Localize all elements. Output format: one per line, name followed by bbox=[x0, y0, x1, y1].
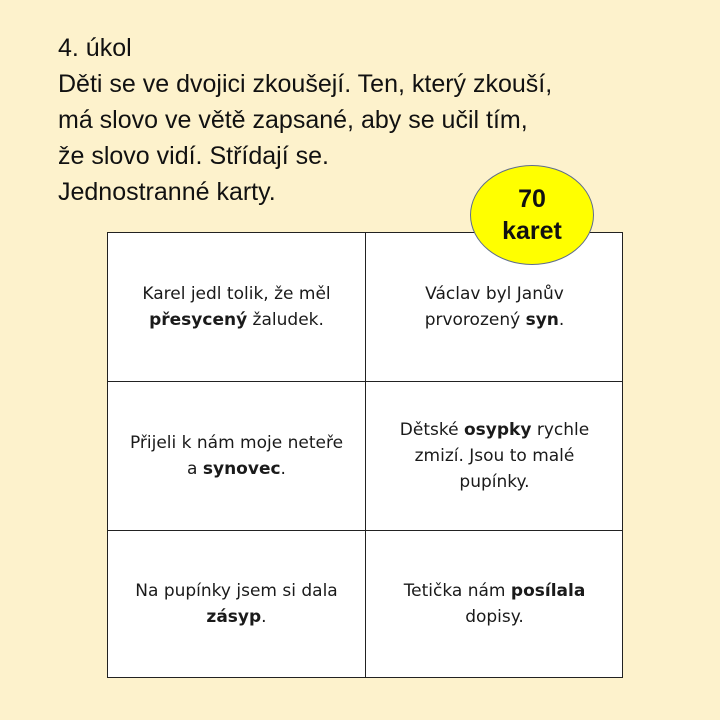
card-sentence: Na pupínky jsem si dala zásyp. bbox=[135, 581, 338, 627]
target-word: zásyp bbox=[206, 607, 262, 627]
card-sentence: Přijeli k nám moje neteře a synovec. bbox=[129, 433, 344, 479]
card bbox=[108, 233, 366, 382]
card-sentence: Tetička nám posílala dopisy. bbox=[403, 581, 586, 627]
card bbox=[108, 382, 366, 531]
card-count-number: 70 bbox=[518, 185, 546, 213]
card bbox=[366, 382, 623, 531]
task-line: Děti se ve dvojici zkoušejí. Ten, který zkouší, bbox=[58, 70, 553, 98]
card-sentence: Karel jedl tolik, že měl přesycený žaludek. bbox=[142, 284, 331, 330]
card-count-badge bbox=[470, 165, 594, 265]
card bbox=[108, 531, 366, 677]
task-line: že slovo vidí. Střídají se. bbox=[58, 142, 329, 170]
task-line: Jednostranné karty. bbox=[58, 178, 276, 206]
task-line: má slovo ve větě zapsané, aby se učil tím, bbox=[58, 106, 528, 134]
target-word: osypky bbox=[463, 420, 532, 440]
target-word: přesycený bbox=[149, 310, 248, 330]
card bbox=[366, 531, 623, 677]
card-grid bbox=[107, 232, 623, 678]
target-word: syn bbox=[525, 310, 559, 330]
task-title: 4. úkol bbox=[58, 34, 132, 62]
card-sentence: Dětské osypky rychle zmizí. Jsou to malé pupínky. bbox=[399, 420, 590, 492]
target-word: synovec bbox=[202, 459, 281, 479]
target-word: posílala bbox=[510, 581, 586, 601]
card-count-label: karet bbox=[502, 217, 562, 245]
card-sentence: Václav byl Janův prvorozený syn. bbox=[424, 284, 565, 330]
